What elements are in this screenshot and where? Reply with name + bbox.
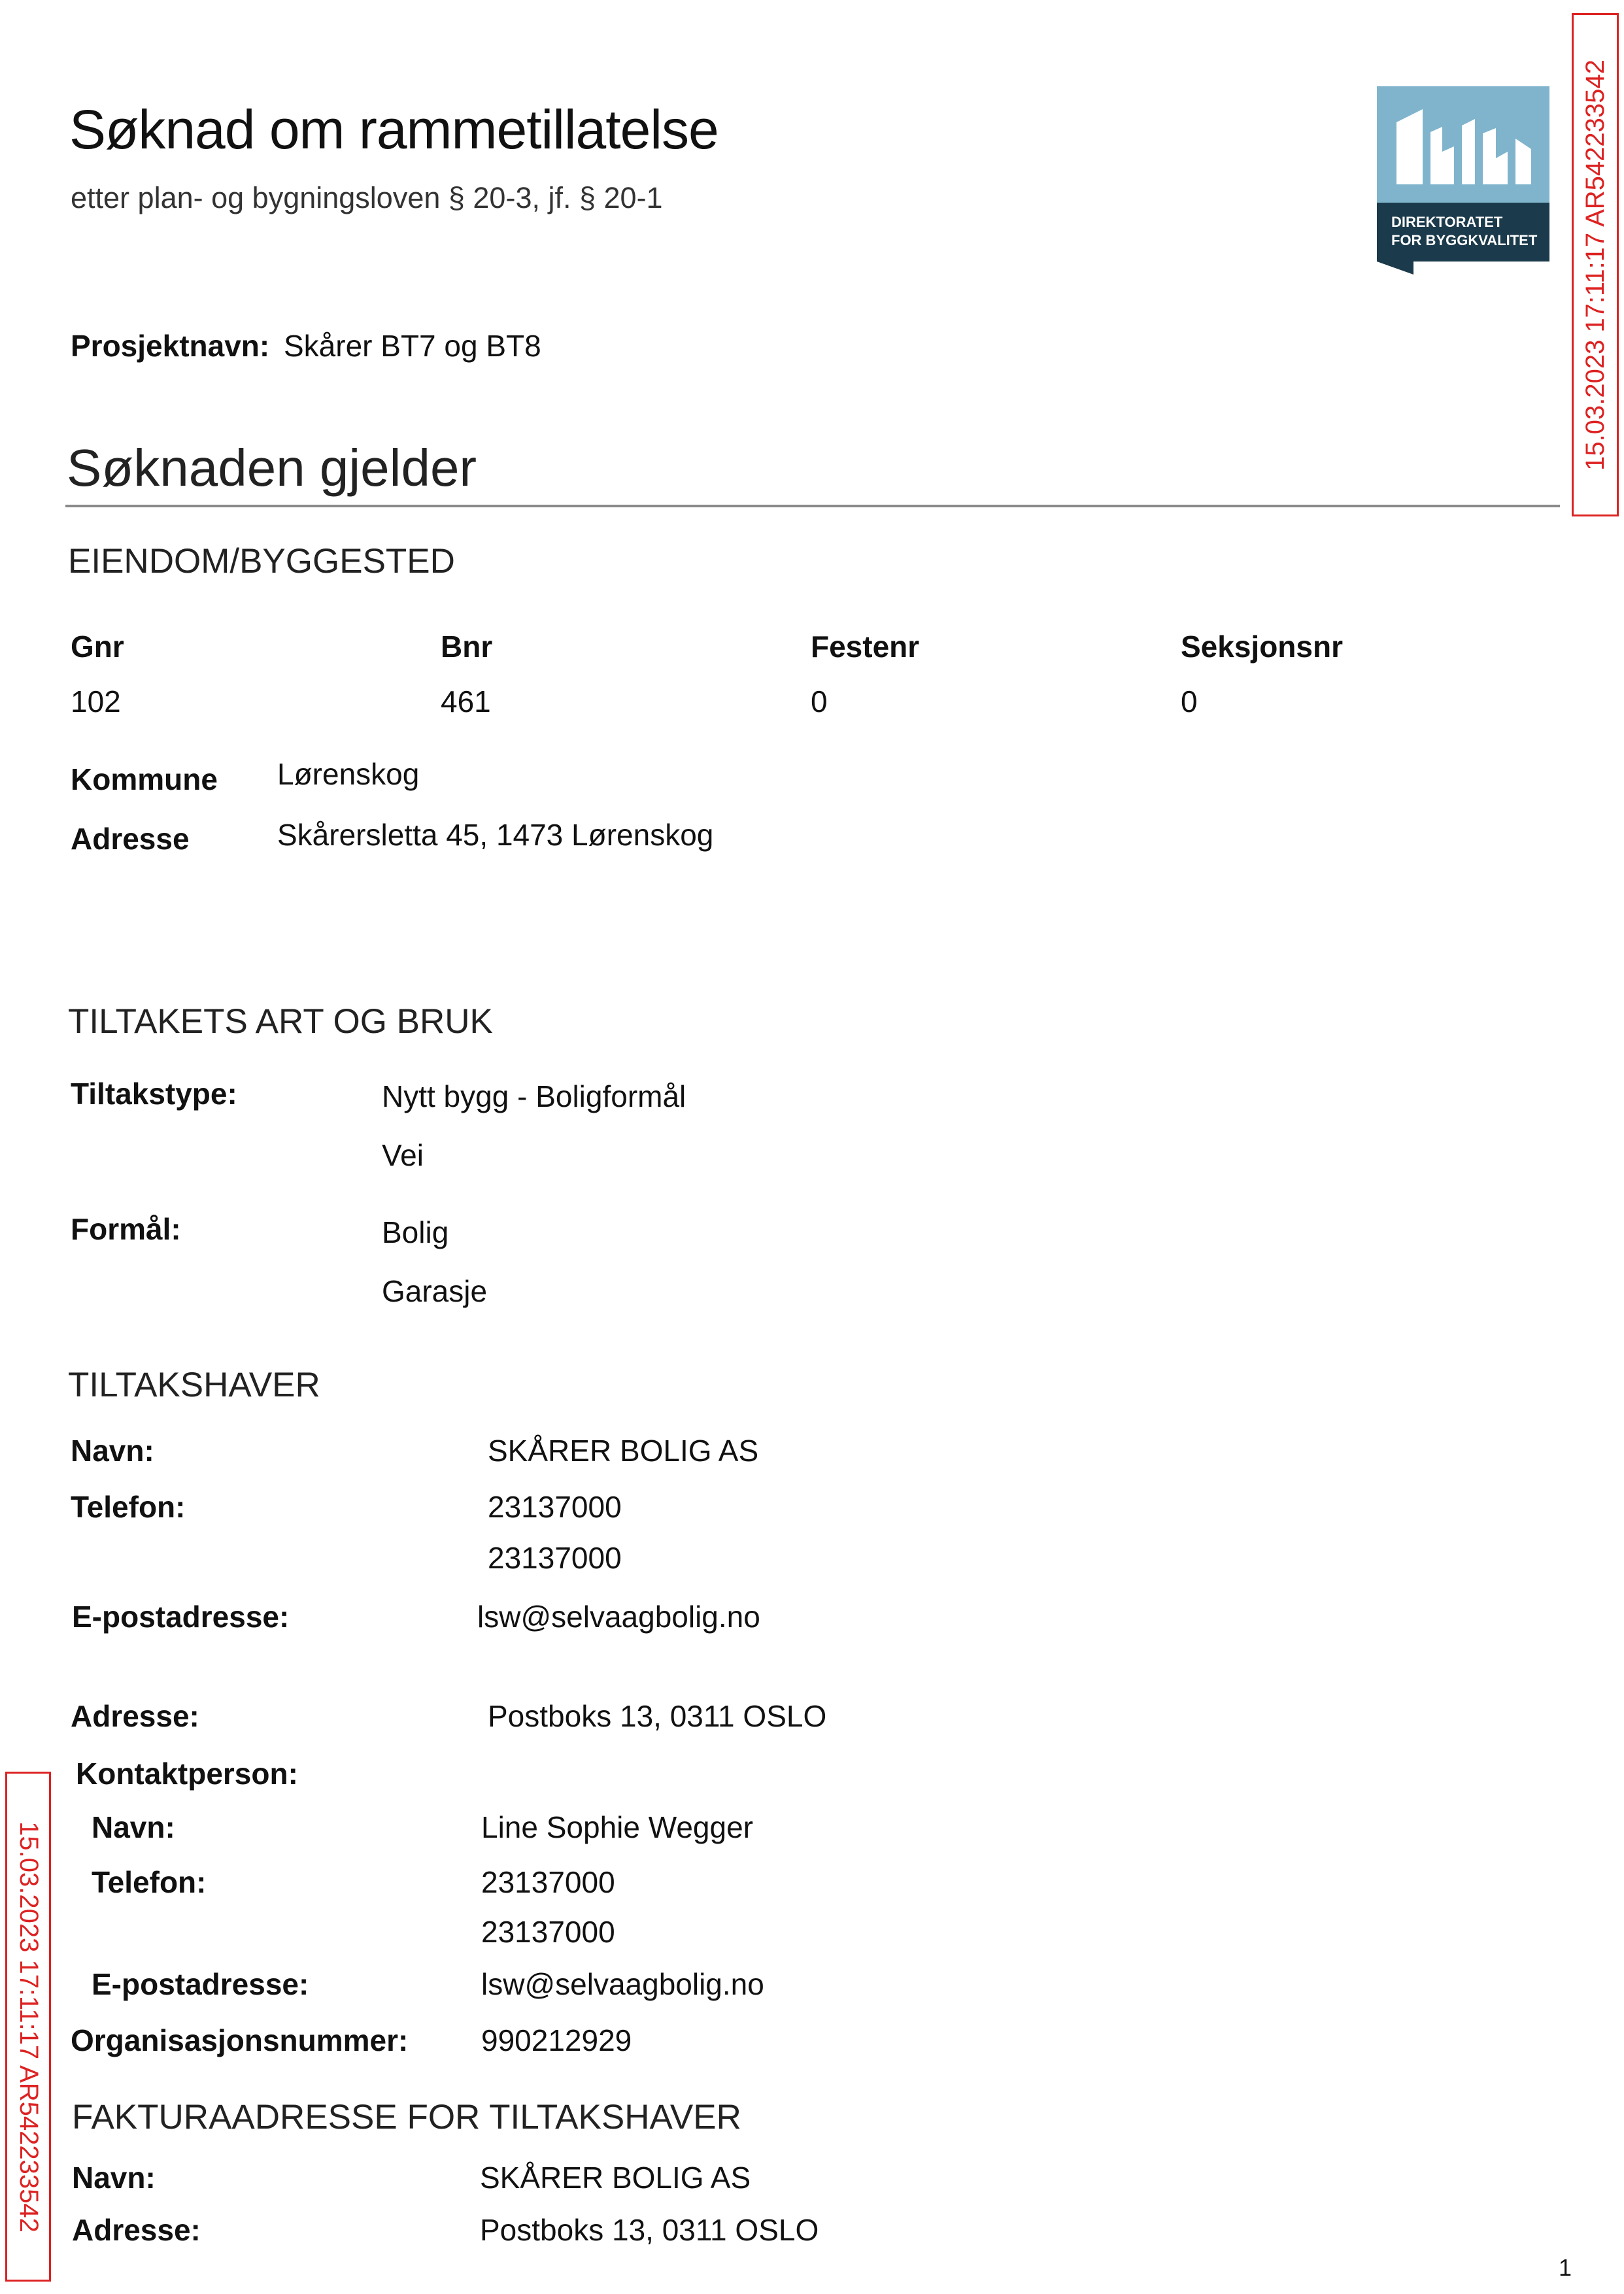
formaal-value-2: Garasje bbox=[382, 1274, 488, 1308]
orgnr-label: Organisasjonsnummer: bbox=[71, 2023, 409, 2057]
festenr-value: 0 bbox=[811, 684, 828, 718]
bnr-header: Bnr bbox=[441, 630, 493, 664]
tiltakshaver-navn-label: Navn: bbox=[71, 1434, 154, 1468]
bnr-value: 461 bbox=[441, 684, 491, 718]
formaal-value-1: Bolig bbox=[382, 1215, 449, 1249]
kontakt-navn-value: Line Sophie Wegger bbox=[481, 1810, 753, 1844]
tiltak-section-title: TILTAKETS ART OG BRUK bbox=[68, 1002, 493, 1041]
tiltakshaver-telefon-label: Telefon: bbox=[71, 1490, 186, 1524]
kontakt-telefon-label: Telefon: bbox=[92, 1865, 207, 1899]
kommune-label: Kommune bbox=[71, 762, 218, 796]
heading-divider bbox=[65, 505, 1560, 507]
tiltakshaver-navn-value: SKÅRER BOLIG AS bbox=[488, 1434, 759, 1468]
main-heading: Søknaden gjelder bbox=[67, 439, 477, 497]
faktura-adresse-value: Postboks 13, 0311 OSLO bbox=[480, 2213, 819, 2247]
faktura-section-title: FAKTURAADRESSE FOR TILTAKSHAVER bbox=[72, 2098, 741, 2136]
faktura-navn-label: Navn: bbox=[72, 2161, 156, 2195]
tiltakshaver-epost-label: E-postadresse: bbox=[72, 1600, 290, 1634]
tiltakshaver-section-title: TILTAKSHAVER bbox=[68, 1366, 320, 1404]
faktura-navn-value: SKÅRER BOLIG AS bbox=[480, 2161, 751, 2195]
kontaktperson-label: Kontaktperson: bbox=[76, 1757, 298, 1791]
property-section-title: EIENDOM/BYGGESTED bbox=[68, 542, 455, 581]
tiltakshaver-epost-value: lsw@selvaagbolig.no bbox=[477, 1600, 760, 1634]
kontakt-telefon-value-2: 23137000 bbox=[481, 1915, 615, 1949]
kontakt-epost-value: lsw@selvaagbolig.no bbox=[481, 1967, 764, 2001]
gnr-header: Gnr bbox=[71, 630, 124, 664]
kontakt-navn-label: Navn: bbox=[92, 1810, 175, 1844]
kontakt-telefon-value-1: 23137000 bbox=[481, 1865, 615, 1899]
tiltakstype-value-2: Vei bbox=[382, 1138, 424, 1172]
adresse-value: Skårersletta 45, 1473 Lørenskog bbox=[277, 818, 714, 852]
kommune-value: Lørenskog bbox=[277, 757, 420, 791]
seksjonsnr-value: 0 bbox=[1181, 684, 1198, 718]
tiltakshaver-adresse-label: Adresse: bbox=[71, 1699, 199, 1733]
tiltakshaver-adresse-value: Postboks 13, 0311 OSLO bbox=[488, 1699, 827, 1733]
dibk-logo bbox=[1377, 86, 1549, 275]
seksjonsnr-header: Seksjonsnr bbox=[1181, 630, 1343, 664]
project-label: Prosjektnavn: bbox=[71, 329, 270, 363]
logo-line2: FOR BYGGKVALITET bbox=[1391, 232, 1538, 248]
formaal-label: Formål: bbox=[71, 1212, 181, 1246]
tiltakstype-label: Tiltakstype: bbox=[71, 1077, 237, 1111]
tiltakstype-value-1: Nytt bygg - Boligformål bbox=[382, 1079, 686, 1113]
dibk-logo-icon bbox=[1377, 86, 1549, 275]
document-subtitle: etter plan- og bygningsloven § 20-3, jf. § 20-1 bbox=[71, 181, 663, 214]
stamp-top-text: 15.03.2023 17:11:17 AR542233542 bbox=[1580, 59, 1610, 471]
kontakt-epost-label: E-postadresse: bbox=[92, 1967, 309, 2001]
faktura-adresse-label: Adresse: bbox=[72, 2213, 201, 2247]
document-title: Søknad om rammetillatelse bbox=[69, 99, 719, 160]
project-value: Skårer BT7 og BT8 bbox=[284, 329, 541, 363]
stamp-bottom-text: 15.03.2023 17:11:17 AR542233542 bbox=[14, 1821, 43, 2233]
adresse-label: Adresse bbox=[71, 822, 190, 856]
festenr-header: Festenr bbox=[811, 630, 920, 664]
timestamp-stamp-bottom bbox=[5, 1772, 51, 2282]
gnr-value: 102 bbox=[71, 684, 121, 718]
page-number: 1 bbox=[1559, 2254, 1572, 2281]
tiltakshaver-telefon-value-2: 23137000 bbox=[488, 1541, 622, 1575]
logo-line1: DIREKTORATET bbox=[1391, 214, 1503, 230]
timestamp-stamp-top bbox=[1572, 13, 1619, 516]
tiltakshaver-telefon-value-1: 23137000 bbox=[488, 1490, 622, 1524]
orgnr-value: 990212929 bbox=[481, 2023, 632, 2057]
